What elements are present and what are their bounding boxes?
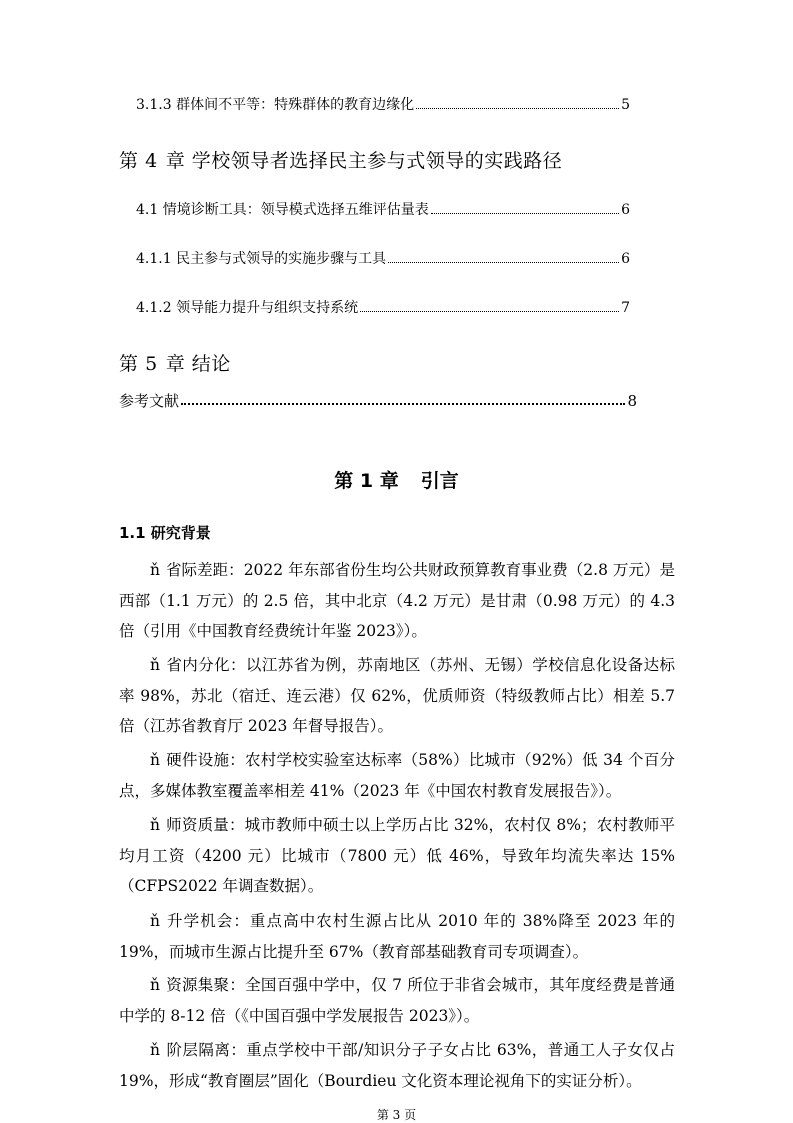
paragraph-text: 硬件设施：农村学校实验室达标率（58%）比城市（92%）低 34 个百分点，多媒体教室覆盖率相差 41%（2023 年《中国农村教育发展报告》）。 xyxy=(119,751,675,800)
bullet-marker: ň xyxy=(150,1041,160,1059)
toc-chapter-prefix: 第 xyxy=(119,353,139,375)
toc-chapter-5[interactable] xyxy=(119,349,231,376)
toc-entry-4-1-1[interactable] xyxy=(136,250,630,268)
section-heading: 1.1 研究背景 xyxy=(119,524,211,542)
toc-chapter-suffix: 章 xyxy=(165,353,186,375)
toc-chapter-suffix: 章 xyxy=(165,150,186,172)
toc-page-number: 7 xyxy=(621,300,630,316)
paragraph-teacher-quality xyxy=(119,810,675,902)
toc-chapter-number: 5 xyxy=(145,353,160,375)
toc-entry-label: 4.1 情境诊断工具：领导模式选择五维评估量表 xyxy=(136,202,429,218)
bullet-marker: ň xyxy=(150,816,160,834)
paragraph-facilities xyxy=(119,745,675,806)
paragraph-text: 资源集聚：全国百强中学中，仅 7 所位于非省会城市，其年度经费是普通中学的 8-12 倍（《中国百强中学发展报告 2023》）。 xyxy=(119,976,675,1025)
paragraph-province-gap xyxy=(119,555,675,647)
paragraph-text: 升学机会：重点高中农村生源占比从 2010 年的 38%降至 2023 年的 19%，而城市生源占比提升至 67%（教育部基础教育司专项调查）。 xyxy=(119,912,675,961)
paragraph-class-segregation xyxy=(119,1035,675,1096)
toc-page-number: 6 xyxy=(621,202,630,218)
toc-chapter-title: 结论 xyxy=(191,353,231,375)
toc-entry-label: 参考文献 xyxy=(119,392,180,410)
toc-leader-dots xyxy=(416,108,619,109)
toc-leader-dots xyxy=(431,213,619,214)
toc-entry-3-1-3[interactable] xyxy=(136,96,630,114)
toc-chapter-number: 4 xyxy=(145,150,160,172)
chapter-number: 第 1 章 xyxy=(334,470,399,492)
paragraph-intra-province xyxy=(119,650,675,742)
toc-page-number: 6 xyxy=(621,251,630,267)
paragraph-text: 师资质量：城市教师中硕士以上学历占比 32%，农村仅 8%；农村教师平均月工资（4200 元）比城市（7800 元）低 46%，导致年均流失率达 15%（CFPS2022 年调查数据）。 xyxy=(119,816,675,895)
toc-entry-4-1[interactable] xyxy=(136,201,630,219)
toc-chapter-4[interactable] xyxy=(119,146,562,173)
toc-leader-dots xyxy=(388,262,619,263)
chapter-title: 引言 xyxy=(420,470,459,492)
page-number-footer: 第 3 页 xyxy=(376,1108,417,1122)
toc-entry-label: 4.1.2 领导能力提升与组织支持系统 xyxy=(136,300,359,316)
toc-chapter-title: 学校领导者选择民主参与式领导的实践路径 xyxy=(191,150,563,172)
bullet-marker: ň xyxy=(150,912,160,930)
paragraph-resource-concentration xyxy=(119,970,675,1031)
bullet-marker: ň xyxy=(150,561,160,579)
bullet-marker: ň xyxy=(150,976,160,994)
toc-entry-label: 3.1.3 群体间不平等：特殊群体的教育边缘化 xyxy=(136,97,415,113)
toc-entry-4-1-2[interactable] xyxy=(136,299,630,317)
toc-page-number: 5 xyxy=(621,97,630,113)
paragraph-text: 省际差距：2022 年东部省份生均公共财政预算教育事业费（2.8 万元）是西部（1.1 万元）的 2.5 倍，其中北京（4.2 万元）是甘肃（0.98 万元）的 4.3 倍（引用《中国教育经费统计年鉴 2023》）。 xyxy=(119,561,675,640)
toc-chapter-prefix: 第 xyxy=(119,150,139,172)
toc-entry-label: 4.1.1 民主参与式领导的实施步骤与工具 xyxy=(136,251,387,267)
paragraph-admission xyxy=(119,906,675,967)
bullet-marker: ň xyxy=(150,751,160,769)
paragraph-text: 省内分化：以江苏省为例，苏南地区（苏州、无锡）学校信息化设备达标率 98%，苏北（宿迁、连云港）仅 62%，优质师资（特级教师占比）相差 5.7 倍（江苏省教育厅 2023 年督导报告）。 xyxy=(119,656,675,735)
bullet-marker: ň xyxy=(150,656,160,674)
toc-entry-references[interactable] xyxy=(119,392,637,410)
toc-page-number: 8 xyxy=(627,392,637,410)
toc-leader-dots xyxy=(181,403,625,405)
chapter-heading xyxy=(0,466,793,493)
toc-leader-dots xyxy=(360,311,619,312)
paragraph-text: 阶层隔离：重点学校中干部/知识分子子女占比 63%，普通工人子女仅占 19%，形成“教育圈层”固化（Bourdieu 文化资本理论视角下的实证分析）。 xyxy=(119,1041,675,1090)
